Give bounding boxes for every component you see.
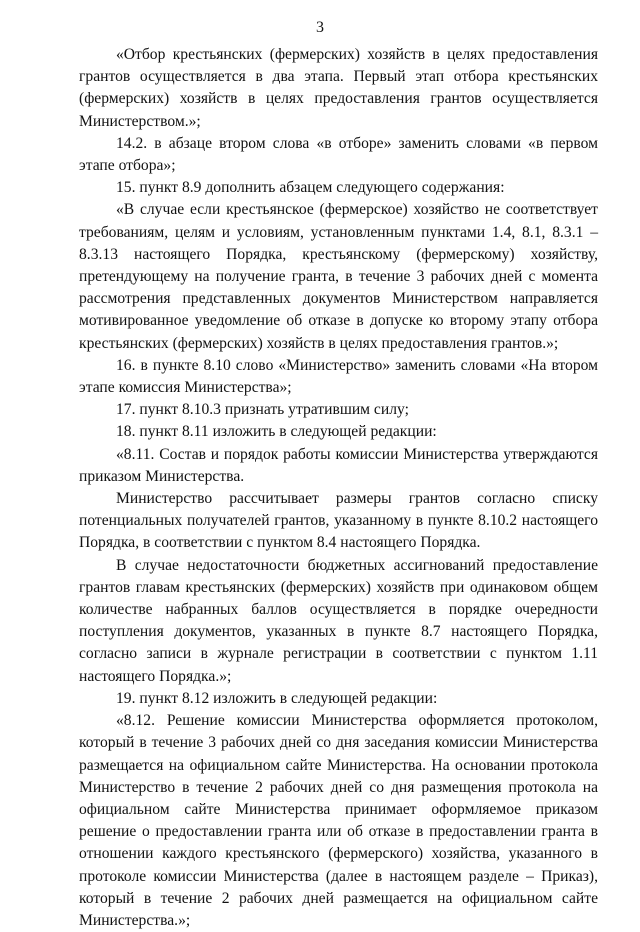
- paragraph-insufficient-funds: В случае недостаточности бюджетных ассигнований предоставление грантов главам крестьянских (фермерских) хозяйств при одинаковом общем количестве набранных баллов осуществляется в порядке очередности поступления документов, указанных в пункте 8.7 настоящего Порядка, согласно записи в журнале регистрации в соответствии с пунктом 1.11 настоящего Порядка.»;: [79, 556, 598, 685]
- paragraph-grant-calculation: Министерство рассчитывает размеры грантов согласно списку потенциальных получателей грантов, указанному в пункте 8.10.2 настоящего Порядка, в соответствии с пунктом 8.4 настоящего Порядка.: [79, 490, 598, 552]
- paragraph-item-19: 19. пункт 8.12 изложить в следующей редакции:: [116, 689, 438, 707]
- paragraph-commission-composition: «8.11. Состав и порядок работы комиссии Министерства утверждаются приказом Министерства.: [79, 445, 598, 485]
- paragraph-item-16: 16. в пункте 8.10 слово «Министерство» заменить словами «На втором этапе комиссия Министерства»;: [79, 356, 598, 397]
- paragraph-refusal-notice: «В случае если крестьянское (фермерское) хозяйство не соответствует требованиям, целям и условиям, установленным пунктами 1.4, 8.1, 8.3.1 – 8.3.13 настоящего Порядка, крестьянскому (фермерскому) хозяйству, претендующему на получение гранта, в течение 3 рабочих дней с момента рассмотрения представленных документов Министерством направляется мотивированное уведомление об отказе в допуске ко второму этапу отбора крестьянских (фермерских) хозяйств в целях предоставления грантов.»;: [79, 201, 598, 352]
- document-body: [79, 44, 598, 932]
- page-number: 3: [316, 19, 324, 36]
- paragraph-item-17: 17. пункт 8.10.3 признать утратившим силу;: [116, 401, 409, 419]
- paragraph-selection-stages: «Отбор крестьянских (фермерских) хозяйств в целях предоставления грантов осуществляется в два этапа. Первый этап отбора крестьянских (фермерских) хозяйств в целях предоставления грантов осуществляется Министерством.»;: [79, 46, 598, 130]
- paragraph-commission-decision: «8.12. Решение комиссии Министерства оформляется протоколом, который в течение 3 рабочих дней со дня заседания комиссии Министерства размещается на официальном сайте Министерства. На основании протокола Министерство в течение 2 рабочих дней со дня размещения протокола на официальном сайте Министерства принимает оформляемое приказом решение о предоставлении гранта или об отказе в предоставлении гранта в отношении каждого крестьянского (фермерского) хозяйства, указанного в протоколе комиссии Министерства (далее в настоящем разделе – Приказ), который в течение 2 рабочих дней размещается на официальном сайте Министерства.»;: [79, 712, 598, 929]
- paragraph-item-18: 18. пункт 8.11 изложить в следующей редакции:: [116, 423, 437, 441]
- paragraph-item-14-2: 14.2. в абзаце втором слова «в отборе» заменить словами «в первом этапе отбора»;: [79, 134, 598, 175]
- paragraph-item-15: 15. пункт 8.9 дополнить абзацем следующего содержания:: [116, 179, 505, 197]
